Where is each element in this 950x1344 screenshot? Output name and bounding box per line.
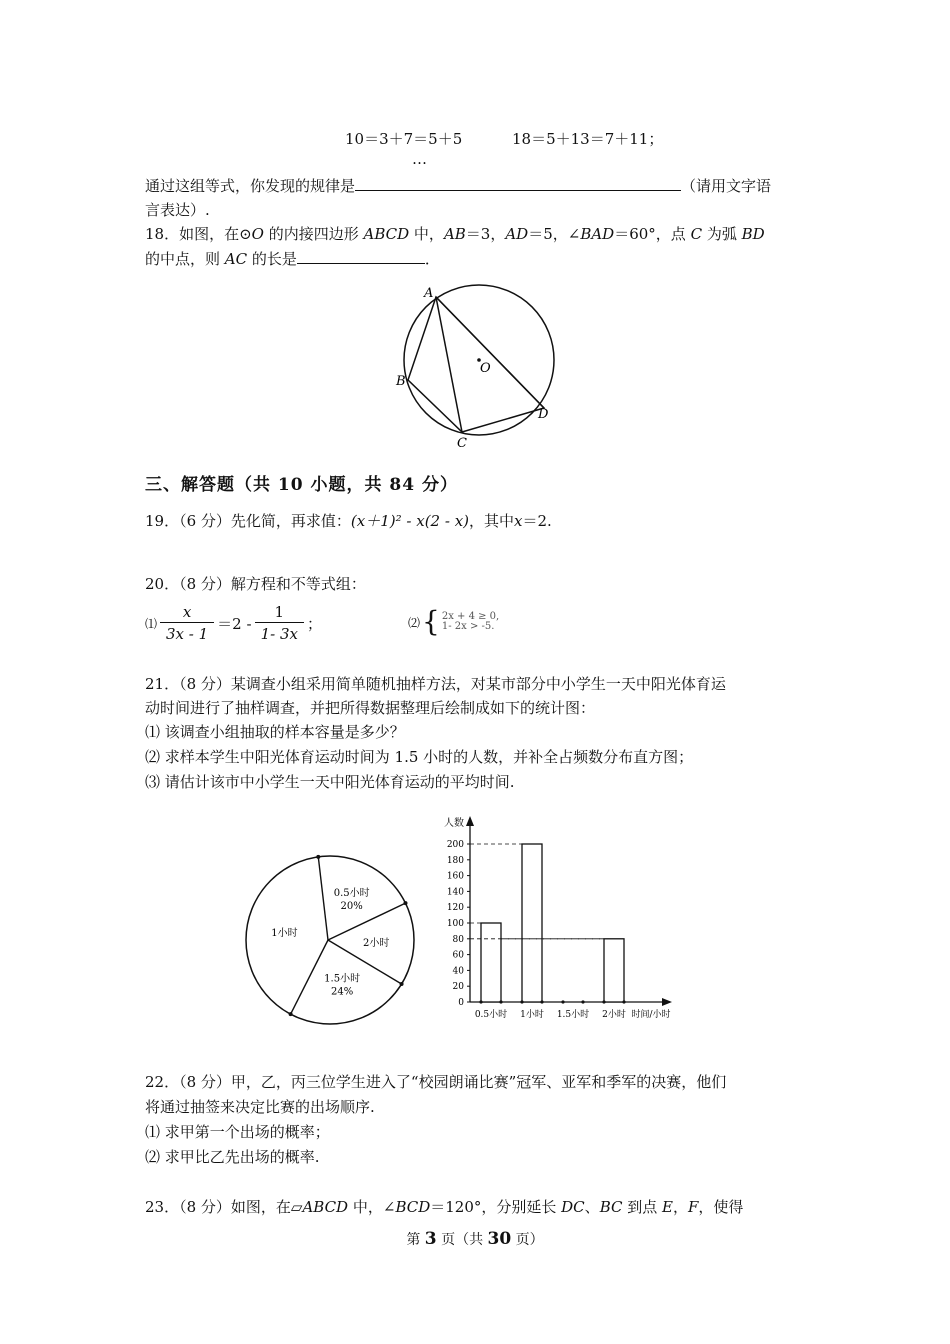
x-tick-label: 2小时 (602, 1010, 626, 1020)
pie-boundary-dot (316, 855, 320, 859)
pie-boundary-dot (289, 1012, 293, 1016)
y-tick-label: 120 (446, 903, 464, 914)
y-tick-label: 80 (452, 934, 464, 945)
x-tick-label: 0.5小时 (474, 1010, 508, 1020)
q22-sub-2: ⑵ 求甲比乙先出场的概率. (145, 1148, 320, 1166)
y-tick-label: 0 (458, 998, 464, 1008)
y-axis-label: 人数 (444, 818, 464, 829)
q20-part-2: ⑵ { 2x + 4 ≥ 0, 1- 2x > -5. (408, 605, 500, 638)
pie-slice-percent: 20% (340, 901, 363, 913)
label-d: D (538, 407, 549, 422)
q19-expression: (x＋1)² - x(2 - x) (350, 512, 470, 530)
x-axis-arrow-icon (662, 998, 672, 1006)
y-tick-label: 200 (446, 840, 464, 850)
q19-line: 19．（6 分）先化简，再求值：(x＋1)² - x(2 - x)，其中x＝2. (145, 512, 552, 530)
pie-chart (238, 850, 418, 1030)
q21-line-2: 动时间进行了抽样调查，并把所得数据整理后绘制成如下的统计图： (145, 699, 596, 717)
q17-equation-1: 10＝3＋7＝5＋5 (345, 130, 463, 148)
q21-line-1: 21．（8 分）某调查小组采用简单随机抽样方法，对某市部分中小学生一天中阳光体育运 (145, 675, 726, 693)
q22-line-2: 将通过抽签来决定比赛的出场顺序. (145, 1098, 375, 1116)
bar-base-dot (540, 1000, 543, 1003)
bar-base-dot (602, 1000, 605, 1003)
label-c: C (457, 436, 467, 450)
y-tick-label: 60 (452, 950, 464, 961)
pie-slice-boundary (291, 940, 328, 1014)
x-tick-label: 1.5小时 (556, 1010, 590, 1020)
pie-boundary-dot (403, 901, 407, 905)
y-tick-label: 40 (452, 966, 464, 977)
label-a: A (424, 286, 434, 301)
page-footer: 第 3 页（共 30 页） (406, 1229, 544, 1249)
q21-sub-1: ⑴ 该调查小组抽取的样本容量是多少？ (145, 723, 405, 741)
q23-line: 23．（8 分）如图，在▱ABCD 中，∠BCD＝120°，分别延长 DC、BC 到点 E，F，使得 (145, 1198, 744, 1216)
bar-base-dot (622, 1000, 625, 1003)
section-3-heading: 三、解答题（共 10 小题，共 84 分） (145, 475, 458, 495)
q17-prompt: 通过这组等式，你发现的规律是 (145, 177, 356, 195)
bar-base-dot (479, 1000, 482, 1003)
y-tick-label: 160 (446, 871, 464, 882)
q17-hint-a: （请用文字语 (681, 177, 772, 195)
bar-chart (430, 810, 710, 1030)
q18-answer-blank[interactable] (297, 249, 425, 264)
q20-line: 20．（8 分）解方程和不等式组： (145, 575, 366, 593)
q17-hint-b: 言表达）. (145, 201, 210, 219)
bar-base-dot (561, 1000, 564, 1003)
bar-base-dot (581, 1000, 584, 1003)
q21-sub-2: ⑵ 求样本学生中阳光体育运动时间为 1.5 小时的人数，并补全占频数分布直方图； (145, 748, 694, 766)
q18-line-2: 的中点，则 AC 的长是 ． (145, 250, 440, 268)
x-axis-label: 时间/小时 (631, 1010, 671, 1020)
pie-boundary-dot (400, 982, 404, 986)
q22-sub-1: ⑴ 求甲第一个出场的概率； (145, 1123, 330, 1141)
q20-part-1: ⑴ $\frac{x}{3x - 1}$ ＝2 - $\frac{1}{1- 3x}$ ； (145, 602, 322, 643)
q17-answer-blank[interactable] (355, 176, 681, 191)
bar-base-dot (520, 1000, 523, 1003)
pie-slice-percent: 24% (331, 986, 354, 998)
y-tick-label: 180 (446, 855, 464, 866)
bar-1小时 (522, 844, 542, 1002)
y-tick-label: 100 (446, 919, 464, 929)
q21-sub-3: ⑶ 请估计该市中小学生一天中阳光体育运动的平均时间. (145, 773, 515, 791)
q17-ellipsis: … (412, 150, 427, 168)
q18-line-1: 18．如图，在⊙O 的内接四边形 ABCD 中，AB＝3，AD＝5，∠BAD＝60°，点 C 为弧 BD (145, 225, 765, 243)
pie-slice-label: 1小时 (271, 927, 298, 939)
q17-prompt-line (145, 175, 771, 197)
pie-slice-label: 2小时 (362, 938, 390, 950)
bar-2小时 (604, 939, 624, 1002)
q22-line-1: 22．（8 分）甲，乙，丙三位学生进入了“校园朗诵比赛”冠军、亚军和季军的决赛，他们 (145, 1073, 727, 1091)
bar-base-dot (499, 1000, 502, 1003)
bar-0.5小时 (481, 923, 501, 1002)
pie-slice-boundary (318, 857, 328, 940)
label-o: O (480, 361, 491, 376)
q17-equation-2: 18＝5＋13＝7＋11； (512, 130, 664, 148)
label-b: B (396, 374, 406, 389)
quadrilateral-abcd (408, 297, 544, 432)
y-tick-label: 140 (446, 887, 464, 898)
segment-ad (436, 297, 544, 408)
pie-slice-label: 1.5小时 (324, 973, 361, 985)
q18-circle-figure (390, 280, 570, 450)
x-tick-label: 1小时 (520, 1010, 544, 1020)
pie-slice-label: 0.5小时 (333, 888, 370, 900)
y-axis-arrow-icon (466, 816, 474, 826)
y-tick-label: 20 (452, 982, 464, 993)
brace-icon: { (422, 605, 440, 638)
